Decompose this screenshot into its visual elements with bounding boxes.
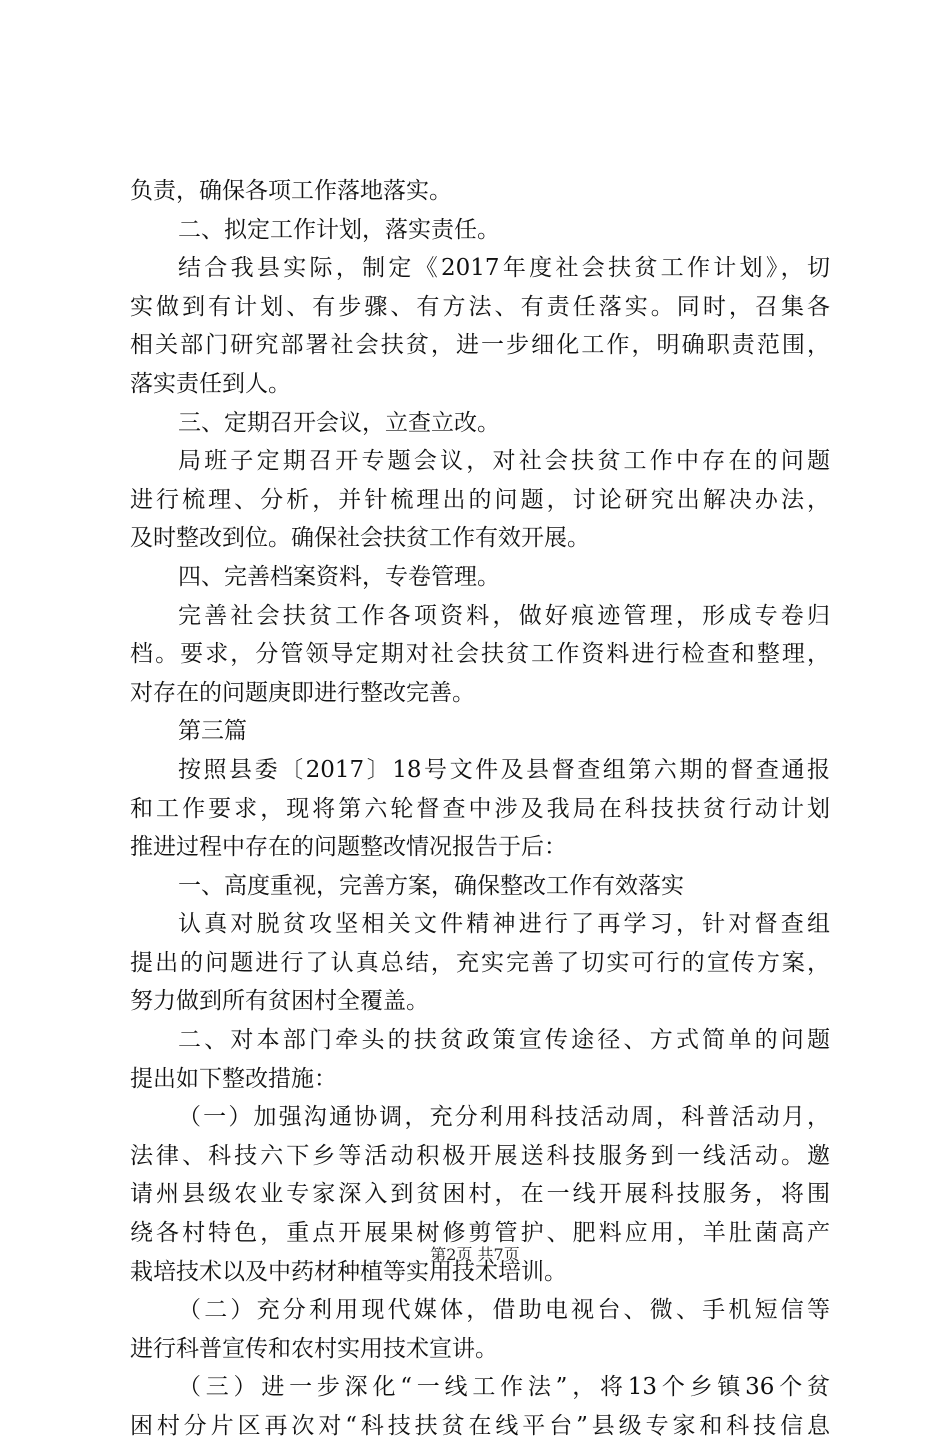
text-line: 和工作要求，现将第六轮督查中涉及我局在科技扶贫行动计划 [130,795,830,822]
text-line: 落实责任到人。 [130,370,291,397]
text-line: 提出的问题进行了认真总结，充实完善了切实可行的宣传方案， [130,949,830,976]
text-line: 认真对脱贫攻坚相关文件精神进行了再学习，针对督查组 [178,911,830,938]
text-line: 结合我县实际，制定《2017年度社会扶贫工作计划》，切 [178,255,830,282]
text-line: 二、拟定工作计划，落实责任。 [178,216,500,243]
text-line: 栽培技术以及中药材种植等实用技术培训。 [130,1258,567,1285]
text-line: 努力做到所有贫困村全覆盖。 [130,988,429,1015]
page-footer: 第2页 共7页 [430,1245,520,1264]
text-line: 困村分片区再次对“科技扶贫在线平台”县级专家和科技信息 [130,1413,830,1439]
text-line: 相关部门研究部署社会扶贫，进一步细化工作，明确职责范围， [130,332,830,359]
text-line: （三）进一步深化“一线工作法”，将13个乡镇36个贫 [178,1374,830,1401]
text-line: 及时整改到位。确保社会扶贫工作有效开展。 [130,525,590,552]
text-line: 一、高度重视，完善方案，确保整改工作有效落实 [178,872,684,899]
text-line: 完善社会扶贫工作各项资料，做好痕迹管理，形成专卷归 [178,602,830,629]
text-line: 四、完善档案资料，专卷管理。 [178,563,500,590]
text-line: （二）充分利用现代媒体，借助电视台、微、手机短信等 [178,1297,830,1324]
text-line: 按照县委〔2017〕18号文件及县督查组第六期的督查通报 [178,756,830,783]
text-line: 提出如下整改措施： [130,1065,337,1092]
text-line: 二、对本部门牵头的扶贫政策宣传途径、方式简单的问题 [178,1027,830,1054]
text-line: 实做到有计划、有步骤、有方法、有责任落实。同时，召集各 [130,293,830,320]
text-line: 请州县级农业专家深入到贫困村，在一线开展科技服务，将围 [130,1181,830,1208]
text-line: 档。要求，分管领导定期对社会扶贫工作资料进行检查和整理， [130,641,830,668]
text-line: （一）加强沟通协调，充分利用科技活动周，科普活动月， [178,1104,830,1131]
text-line: 对存在的问题庚即进行整改完善。 [130,679,475,706]
text-line: 负责，确保各项工作落地落实。 [130,178,452,204]
text-line: 法律、科技六下乡等活动积极开展送科技服务到一线活动。邀 [130,1142,830,1169]
text-line: 局班子定期召开专题会议，对社会扶贫工作中存在的问题 [178,448,830,475]
text-line: 推进过程中存在的问题整改情况报告于后： [130,834,567,861]
text-line: 进行科普宣传和农村实用技术宣讲。 [130,1335,498,1362]
text-line: 三、定期召开会议，立查立改。 [178,409,500,436]
text-line: 进行梳理、分析，并针梳理出的问题，讨论研究出解决办法， [130,486,830,513]
text-line: 第三篇 [178,718,247,745]
text-line: 绕各村特色，重点开展果树修剪管护、肥料应用，羊肚菌高产 [130,1220,830,1247]
